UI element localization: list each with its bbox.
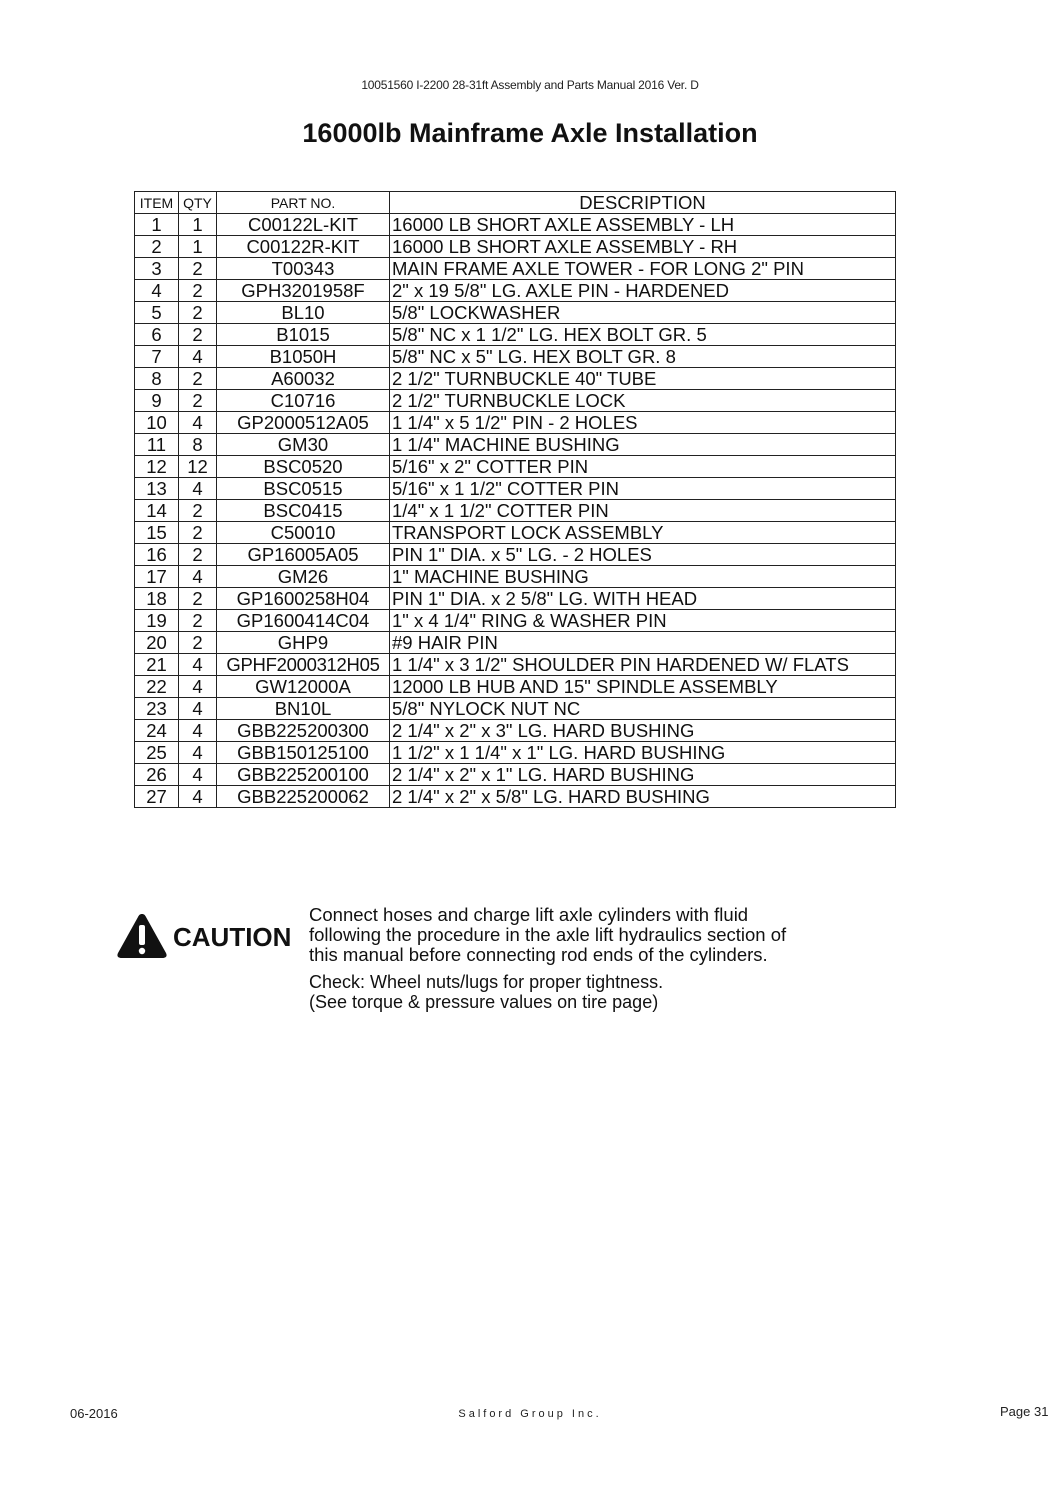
cell-part-no: BSC0520 bbox=[217, 456, 390, 478]
cell-description: MAIN FRAME AXLE TOWER - FOR LONG 2" PIN bbox=[390, 258, 896, 280]
cell-description: 1/4" x 1 1/2" COTTER PIN bbox=[390, 500, 896, 522]
cell-description: 16000 LB SHORT AXLE ASSEMBLY - RH bbox=[390, 236, 896, 258]
cell-qty: 2 bbox=[179, 280, 217, 302]
cell-item: 26 bbox=[135, 764, 179, 786]
cell-qty: 4 bbox=[179, 566, 217, 588]
cell-description: 12000 LB HUB AND 15" SPINDLE ASSEMBLY bbox=[390, 676, 896, 698]
cell-qty: 2 bbox=[179, 390, 217, 412]
cell-qty: 2 bbox=[179, 258, 217, 280]
cell-part-no: BN10L bbox=[217, 698, 390, 720]
cell-part-no: GHP9 bbox=[217, 632, 390, 654]
cell-part-no: GM30 bbox=[217, 434, 390, 456]
cell-description: 1 1/4" x 5 1/2" PIN - 2 HOLES bbox=[390, 412, 896, 434]
cell-description: 5/16" x 1 1/2" COTTER PIN bbox=[390, 478, 896, 500]
table-row bbox=[135, 346, 896, 368]
caution-message bbox=[309, 905, 909, 965]
document-header: 10051560 I-2200 28-31ft Assembly and Parts Manual 2016 Ver. D bbox=[361, 78, 699, 92]
cell-item: 19 bbox=[135, 610, 179, 632]
cell-part-no: GPH3201958F bbox=[217, 280, 390, 302]
cell-item: 27 bbox=[135, 786, 179, 808]
table-row bbox=[135, 544, 896, 566]
column-header-qty: QTY bbox=[179, 192, 217, 214]
cell-description: 5/8" NC x 1 1/2" LG. HEX BOLT GR. 5 bbox=[390, 324, 896, 346]
cell-item: 18 bbox=[135, 588, 179, 610]
cell-part-no: GW12000A bbox=[217, 676, 390, 698]
cell-qty: 2 bbox=[179, 522, 217, 544]
check-note bbox=[309, 972, 909, 1012]
parts-table bbox=[134, 191, 896, 808]
table-row bbox=[135, 412, 896, 434]
cell-description: PIN 1" DIA. x 5" LG. - 2 HOLES bbox=[390, 544, 896, 566]
cell-item: 22 bbox=[135, 676, 179, 698]
cell-description: 1" x 4 1/4" RING & WASHER PIN bbox=[390, 610, 896, 632]
cell-description: 2 1/2" TURNBUCKLE 40" TUBE bbox=[390, 368, 896, 390]
cell-part-no: A60032 bbox=[217, 368, 390, 390]
cell-item: 13 bbox=[135, 478, 179, 500]
table-row bbox=[135, 720, 896, 742]
page-title: 16000lb Mainframe Axle Installation bbox=[302, 118, 758, 148]
cell-item: 11 bbox=[135, 434, 179, 456]
cell-description: 1 1/2" x 1 1/4" x 1" LG. HARD BUSHING bbox=[390, 742, 896, 764]
table-row bbox=[135, 522, 896, 544]
cell-qty: 4 bbox=[179, 720, 217, 742]
table-row bbox=[135, 742, 896, 764]
table-row bbox=[135, 654, 896, 676]
cell-part-no: GBB225200300 bbox=[217, 720, 390, 742]
cell-qty: 2 bbox=[179, 632, 217, 654]
table-row bbox=[135, 302, 896, 324]
cell-qty: 4 bbox=[179, 698, 217, 720]
cell-item: 5 bbox=[135, 302, 179, 324]
cell-qty: 2 bbox=[179, 544, 217, 566]
cell-qty: 1 bbox=[179, 214, 217, 236]
cell-description: #9 HAIR PIN bbox=[390, 632, 896, 654]
cell-part-no: B1015 bbox=[217, 324, 390, 346]
cell-part-no: C50010 bbox=[217, 522, 390, 544]
caution-line: following the procedure in the axle lift hydraulics section of bbox=[309, 924, 787, 945]
cell-item: 10 bbox=[135, 412, 179, 434]
cell-item: 12 bbox=[135, 456, 179, 478]
cell-description: 2" x 19 5/8" LG. AXLE PIN - HARDENED bbox=[390, 280, 896, 302]
cell-item: 25 bbox=[135, 742, 179, 764]
cell-qty: 4 bbox=[179, 346, 217, 368]
cell-part-no: GP16005A05 bbox=[217, 544, 390, 566]
cell-qty: 4 bbox=[179, 764, 217, 786]
cell-qty: 2 bbox=[179, 302, 217, 324]
cell-part-no: BL10 bbox=[217, 302, 390, 324]
cell-item: 20 bbox=[135, 632, 179, 654]
table-row bbox=[135, 698, 896, 720]
table-row bbox=[135, 478, 896, 500]
cell-qty: 2 bbox=[179, 368, 217, 390]
table-row bbox=[135, 434, 896, 456]
cell-item: 24 bbox=[135, 720, 179, 742]
cell-qty: 4 bbox=[179, 654, 217, 676]
table-row bbox=[135, 566, 896, 588]
table-row bbox=[135, 500, 896, 522]
cell-description: 2 1/4" x 2" x 3" LG. HARD BUSHING bbox=[390, 720, 896, 742]
cell-part-no: C00122L-KIT bbox=[217, 214, 390, 236]
cell-description: 1" MACHINE BUSHING bbox=[390, 566, 896, 588]
cell-part-no: T00343 bbox=[217, 258, 390, 280]
cell-part-no: GM26 bbox=[217, 566, 390, 588]
cell-item: 2 bbox=[135, 236, 179, 258]
cell-part-no: GPHF2000312H05 bbox=[217, 654, 390, 676]
cell-qty: 8 bbox=[179, 434, 217, 456]
cell-description: 2 1/2" TURNBUCKLE LOCK bbox=[390, 390, 896, 412]
cell-description: 5/8" LOCKWASHER bbox=[390, 302, 896, 324]
cell-part-no: B1050H bbox=[217, 346, 390, 368]
cell-item: 6 bbox=[135, 324, 179, 346]
table-header-row bbox=[135, 192, 896, 214]
cell-qty: 4 bbox=[179, 478, 217, 500]
cell-qty: 2 bbox=[179, 588, 217, 610]
warning-triangle-icon bbox=[116, 912, 168, 960]
cell-item: 1 bbox=[135, 214, 179, 236]
cell-item: 23 bbox=[135, 698, 179, 720]
table-row bbox=[135, 236, 896, 258]
cell-qty: 12 bbox=[179, 456, 217, 478]
caution-line: this manual before connecting rod ends of the cylinders. bbox=[309, 944, 768, 965]
table-row bbox=[135, 390, 896, 412]
table-row bbox=[135, 676, 896, 698]
cell-item: 14 bbox=[135, 500, 179, 522]
cell-part-no: GBB150125100 bbox=[217, 742, 390, 764]
cell-part-no: C10716 bbox=[217, 390, 390, 412]
cell-description: 1 1/4" MACHINE BUSHING bbox=[390, 434, 896, 456]
table-row bbox=[135, 632, 896, 654]
cell-item: 8 bbox=[135, 368, 179, 390]
footer-page-number: Page 31 bbox=[1000, 1404, 1049, 1419]
cell-part-no: BSC0415 bbox=[217, 500, 390, 522]
cell-item: 15 bbox=[135, 522, 179, 544]
cell-item: 16 bbox=[135, 544, 179, 566]
cell-item: 9 bbox=[135, 390, 179, 412]
cell-description: 1 1/4" x 3 1/2" SHOULDER PIN HARDENED W/ FLATS bbox=[390, 654, 896, 676]
table-row bbox=[135, 258, 896, 280]
table-row bbox=[135, 214, 896, 236]
cell-item: 4 bbox=[135, 280, 179, 302]
cell-qty: 4 bbox=[179, 412, 217, 434]
column-header-item: ITEM bbox=[135, 192, 179, 214]
cell-part-no: GP2000512A05 bbox=[217, 412, 390, 434]
parts-table-body bbox=[135, 214, 896, 808]
caution-line: Connect hoses and charge lift axle cylinders with fluid bbox=[309, 904, 749, 925]
check-line: (See torque & pressure values on tire page) bbox=[309, 992, 659, 1012]
cell-item: 7 bbox=[135, 346, 179, 368]
cell-description: 2 1/4" x 2" x 5/8" LG. HARD BUSHING bbox=[390, 786, 896, 808]
column-header-part-no: PART NO. bbox=[217, 192, 390, 214]
cell-part-no: GP1600414C04 bbox=[217, 610, 390, 632]
cell-item: 21 bbox=[135, 654, 179, 676]
table-row bbox=[135, 456, 896, 478]
table-row bbox=[135, 588, 896, 610]
footer-date: 06-2016 bbox=[70, 1406, 118, 1421]
cell-description: TRANSPORT LOCK ASSEMBLY bbox=[390, 522, 896, 544]
table-row bbox=[135, 610, 896, 632]
table-row bbox=[135, 324, 896, 346]
cell-qty: 2 bbox=[179, 324, 217, 346]
table-row bbox=[135, 786, 896, 808]
cell-qty: 2 bbox=[179, 610, 217, 632]
table-row bbox=[135, 280, 896, 302]
cell-qty: 2 bbox=[179, 500, 217, 522]
check-line: Check: Wheel nuts/lugs for proper tightness. bbox=[309, 972, 664, 992]
cell-part-no: BSC0515 bbox=[217, 478, 390, 500]
cell-part-no: GBB225200062 bbox=[217, 786, 390, 808]
table-row bbox=[135, 368, 896, 390]
cell-description: 5/8" NC x 5" LG. HEX BOLT GR. 8 bbox=[390, 346, 896, 368]
cell-part-no: GP1600258H04 bbox=[217, 588, 390, 610]
cell-description: 5/8" NYLOCK NUT NC bbox=[390, 698, 896, 720]
cell-qty: 1 bbox=[179, 236, 217, 258]
cell-description: 16000 LB SHORT AXLE ASSEMBLY - LH bbox=[390, 214, 896, 236]
cell-description: PIN 1" DIA. x 2 5/8" LG. WITH HEAD bbox=[390, 588, 896, 610]
cell-item: 17 bbox=[135, 566, 179, 588]
footer-company: Salford Group Inc. bbox=[458, 1408, 602, 1420]
caution-label: CAUTION bbox=[173, 922, 292, 952]
table-row bbox=[135, 764, 896, 786]
cell-qty: 4 bbox=[179, 786, 217, 808]
cell-item: 3 bbox=[135, 258, 179, 280]
column-header-description: DESCRIPTION bbox=[390, 192, 896, 214]
cell-qty: 4 bbox=[179, 676, 217, 698]
cell-part-no: C00122R-KIT bbox=[217, 236, 390, 258]
cell-description: 2 1/4" x 2" x 1" LG. HARD BUSHING bbox=[390, 764, 896, 786]
cell-description: 5/16" x 2" COTTER PIN bbox=[390, 456, 896, 478]
cell-part-no: GBB225200100 bbox=[217, 764, 390, 786]
cell-qty: 4 bbox=[179, 742, 217, 764]
